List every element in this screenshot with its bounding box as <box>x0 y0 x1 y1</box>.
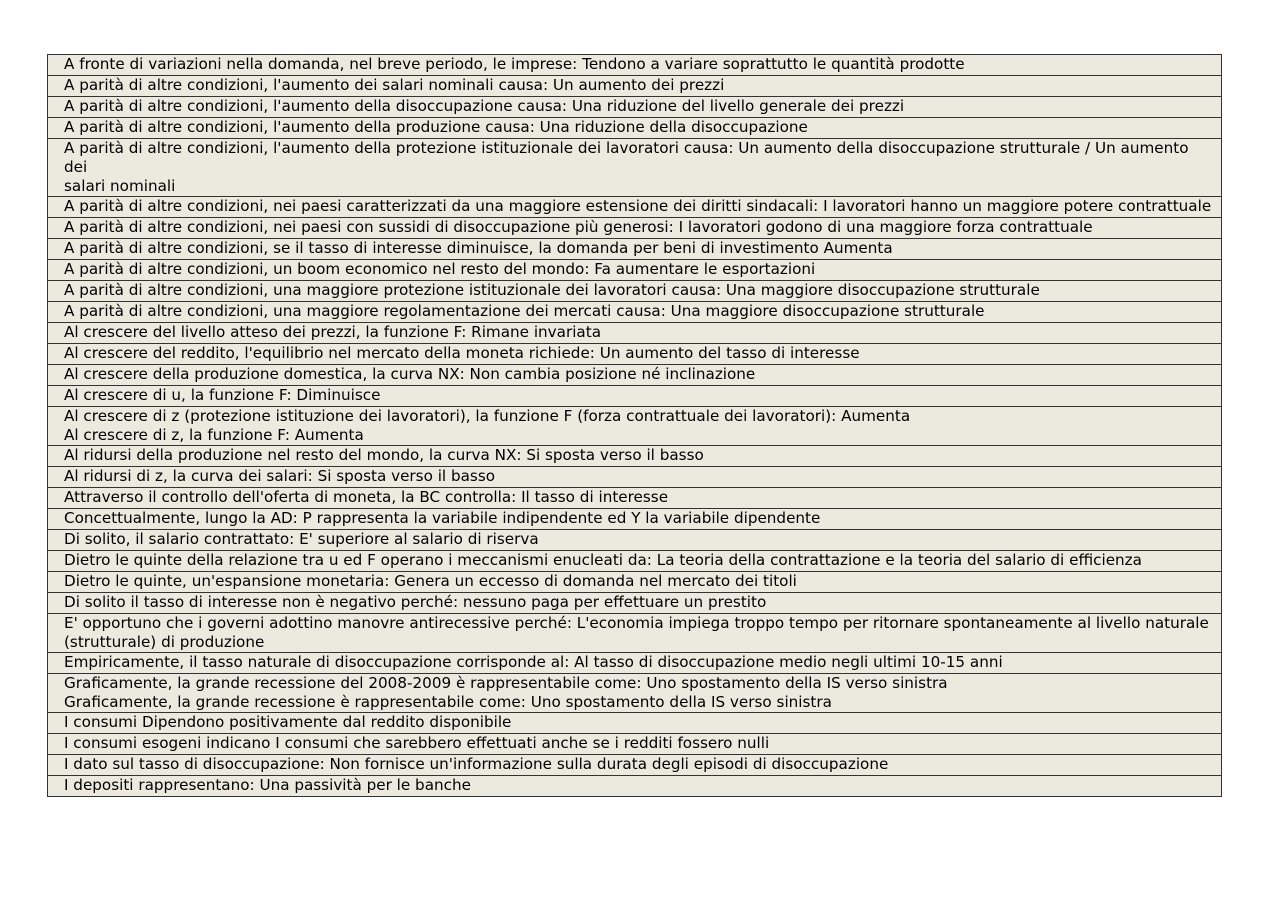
table-cell: A parità di altre condizioni, nei paesi con sussidi di disoccupazione più generosi: I lavoratori godono di una maggiore forza contrattuale <box>48 218 1222 239</box>
table-cell: I dato sul tasso di disoccupazione: Non fornisce un'informazione sulla durata degli episodi di disoccupazione <box>48 755 1222 776</box>
table-cell: Dietro le quinte, un'espansione monetaria: Genera un eccesso di domanda nel mercato dei titoli <box>48 572 1222 593</box>
table-row <box>48 488 1222 509</box>
table-cell: I consumi Dipendono positivamente dal reddito disponibile <box>48 713 1222 734</box>
table-cell: I depositi rappresentano: Una passività per le banche <box>48 776 1222 797</box>
table-row <box>48 446 1222 467</box>
table-row <box>48 139 1222 197</box>
table-row <box>48 386 1222 407</box>
table-cell: Concettualmente, lungo la AD: P rappresenta la variabile indipendente ed Y la variabile dipendente <box>48 509 1222 530</box>
table-cell: Al crescere di z (protezione istituzione dei lavoratori), la funzione F (forza contrattuale dei lavoratori): Aumenta Al crescere di z, la funzione F: Aumenta <box>48 407 1222 446</box>
table-cell: A fronte di variazioni nella domanda, nel breve periodo, le imprese: Tendono a variare soprattutto le quantità prodotte <box>48 55 1222 76</box>
table-row <box>48 55 1222 76</box>
table-cell: A parità di altre condizioni, se il tasso di interesse diminuisce, la domanda per beni di investimento Aumenta <box>48 239 1222 260</box>
table-cell: Al crescere della produzione domestica, la curva NX: Non cambia posizione né inclinazione <box>48 365 1222 386</box>
table-row <box>48 197 1222 218</box>
table-cell: Dietro le quinte della relazione tra u ed F operano i meccanismi enucleati da: La teoria della contrattazione e la teoria del salario di efficienza <box>48 551 1222 572</box>
table-row <box>48 734 1222 755</box>
table-row <box>48 614 1222 653</box>
table-cell: Empiricamente, il tasso naturale di disoccupazione corrisponde al: Al tasso di disoccupazione medio negli ultimi 10-15 anni <box>48 653 1222 674</box>
table-row <box>48 776 1222 797</box>
table-cell: A parità di altre condizioni, una maggiore regolamentazione dei mercati causa: Una maggiore disoccupazione strutturale <box>48 302 1222 323</box>
table-body <box>48 55 1222 797</box>
table-row <box>48 344 1222 365</box>
table-row <box>48 653 1222 674</box>
table-cell: A parità di altre condizioni, nei paesi caratterizzati da una maggiore estensione dei diritti sindacali: I lavoratori hanno un maggiore potere contrattuale <box>48 197 1222 218</box>
table-cell: Di solito, il salario contrattato: E' superiore al salario di riserva <box>48 530 1222 551</box>
table-cell: Al crescere del reddito, l'equilibrio nel mercato della moneta richiede: Un aumento del tasso di interesse <box>48 344 1222 365</box>
table-row <box>48 713 1222 734</box>
table-cell: E' opportuno che i governi adottino manovre antirecessive perché: L'economia impiega troppo tempo per ritornare spontaneamente al livello naturale (strutturale) di produzione <box>48 614 1222 653</box>
table-row <box>48 260 1222 281</box>
quiz-answer-table <box>47 54 1222 797</box>
table-row <box>48 76 1222 97</box>
table-row <box>48 530 1222 551</box>
table-cell: I consumi esogeni indicano I consumi che sarebbero effettuati anche se i redditi fossero nulli <box>48 734 1222 755</box>
table-row <box>48 509 1222 530</box>
table-row <box>48 323 1222 344</box>
table-cell: A parità di altre condizioni, una maggiore protezione istituzionale dei lavoratori causa: Una maggiore disoccupazione strutturale <box>48 281 1222 302</box>
table-cell: Al crescere di u, la funzione F: Diminuisce <box>48 386 1222 407</box>
table-cell: Al ridursi della produzione nel resto del mondo, la curva NX: Si sposta verso il basso <box>48 446 1222 467</box>
table-row <box>48 755 1222 776</box>
table-row <box>48 674 1222 713</box>
table-row <box>48 593 1222 614</box>
table-cell: A parità di altre condizioni, l'aumento della protezione istituzionale dei lavoratori causa: Un aumento della disoccupazione strutturale / Un aumento dei salari nominali <box>48 139 1222 197</box>
table-row <box>48 97 1222 118</box>
table-row <box>48 365 1222 386</box>
table-cell: A parità di altre condizioni, un boom economico nel resto del mondo: Fa aumentare le esportazioni <box>48 260 1222 281</box>
table-row <box>48 118 1222 139</box>
table-cell: Al crescere del livello atteso dei prezzi, la funzione F: Rimane invariata <box>48 323 1222 344</box>
table-cell: A parità di altre condizioni, l'aumento dei salari nominali causa: Un aumento dei prezzi <box>48 76 1222 97</box>
table-row <box>48 551 1222 572</box>
table-row <box>48 239 1222 260</box>
table-row <box>48 572 1222 593</box>
table-row <box>48 407 1222 446</box>
table-cell: A parità di altre condizioni, l'aumento della disoccupazione causa: Una riduzione del livello generale dei prezzi <box>48 97 1222 118</box>
table-cell: Al ridursi di z, la curva dei salari: Si sposta verso il basso <box>48 467 1222 488</box>
table-cell: Attraverso il controllo dell'oferta di moneta, la BC controlla: Il tasso di interesse <box>48 488 1222 509</box>
table-cell: Graficamente, la grande recessione del 2008-2009 è rappresentabile come: Uno spostamento della IS verso sinistra Graficamente, la grande recessione è rappresentabile come: Uno spostamento della IS verso sinistra <box>48 674 1222 713</box>
table-row <box>48 281 1222 302</box>
table-cell: Di solito il tasso di interesse non è negativo perché: nessuno paga per effettuare un prestito <box>48 593 1222 614</box>
table-row <box>48 302 1222 323</box>
table-row <box>48 467 1222 488</box>
table-row <box>48 218 1222 239</box>
table-cell: A parità di altre condizioni, l'aumento della produzione causa: Una riduzione della disoccupazione <box>48 118 1222 139</box>
